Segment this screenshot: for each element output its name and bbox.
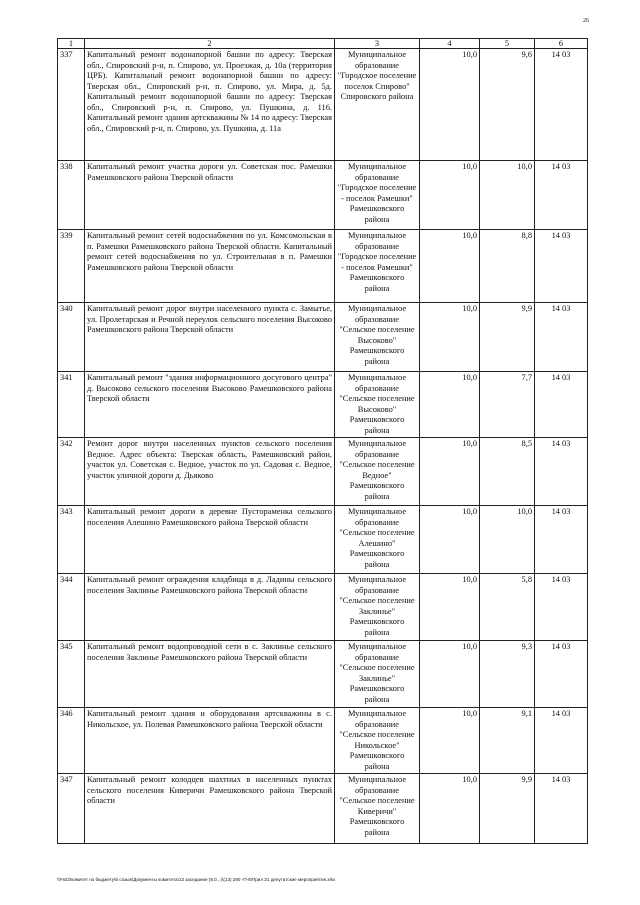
budget-code: 14 03 bbox=[535, 49, 588, 161]
planned-amount: 10,0 bbox=[420, 708, 480, 774]
planned-amount: 10,0 bbox=[420, 161, 480, 230]
column-header-4: 4 bbox=[420, 39, 480, 49]
actual-amount: 10,0 bbox=[480, 161, 535, 230]
header-row bbox=[58, 39, 588, 49]
municipality: Муниципальное образование "Городское поселение поселок Спирово" Спировского района bbox=[335, 49, 420, 161]
municipality: Муниципальное образование "Сельское поселение Высоково" Рамешковского района bbox=[335, 303, 420, 372]
planned-amount: 10,0 bbox=[420, 506, 480, 574]
planned-amount: 10,0 bbox=[420, 641, 480, 708]
table-row bbox=[58, 708, 588, 774]
column-header-5: 5 bbox=[480, 39, 535, 49]
budget-code: 14 03 bbox=[535, 303, 588, 372]
work-description: Капитальный ремонт дороги в деревне Пустораменка сельского поселения Алешино Рамешковского района Тверской области bbox=[85, 506, 335, 574]
budget-code: 14 03 bbox=[535, 506, 588, 574]
actual-amount: 8,5 bbox=[480, 438, 535, 506]
actual-amount: 10,0 bbox=[480, 506, 535, 574]
column-header-2: 2 bbox=[85, 39, 335, 49]
budget-code: 14 03 bbox=[535, 774, 588, 844]
work-description: Капитальный ремонт сетей водоснабжения по ул. Комсомольская в п. Рамешки Рамешковского района Тверской области. Капитальный ремонт сетей водоснабжения по ул. Строительная в п. Рамешки Рамешковского района Тверской области bbox=[85, 230, 335, 303]
planned-amount: 10,0 bbox=[420, 49, 480, 161]
file-path-footer: \\Fs02\комитет по бюджету\6 созыв\Документы комитета\13 заседание (9.0...)\(13) 280 -П-6\Прил 31 депутатские мероприятия.xlsx bbox=[57, 877, 336, 882]
row-number: 340 bbox=[58, 303, 85, 372]
work-description: Капитальный ремонт колодцев шахтных в населенных пунктах сельского поселения Киверичи Рамешковского района Тверской области bbox=[85, 774, 335, 844]
work-description: Капитальный ремонт водопроводной сети в с. Заклинье сельского поселения Заклинье Рамешковского района Тверской области bbox=[85, 641, 335, 708]
table-row bbox=[58, 49, 588, 161]
actual-amount: 9,9 bbox=[480, 303, 535, 372]
work-description: Капитальный ремонт дорог внутри населенного пункта с. Замытье, ул. Пролетарская и Речной переулок сельского поселения Высоково Рамешковского района Тверской области bbox=[85, 303, 335, 372]
table-row bbox=[58, 641, 588, 708]
budget-code: 14 03 bbox=[535, 708, 588, 774]
table-row bbox=[58, 774, 588, 844]
column-header-3: 3 bbox=[335, 39, 420, 49]
budget-code: 14 03 bbox=[535, 161, 588, 230]
budget-code: 14 03 bbox=[535, 230, 588, 303]
row-number: 345 bbox=[58, 641, 85, 708]
municipality: Муниципальное образование "Городское поселение - поселок Рамешки" Рамешковского района bbox=[335, 230, 420, 303]
actual-amount: 8,8 bbox=[480, 230, 535, 303]
work-description: Ремонт дорог внутри населенных пунктов сельского поселения Ведное. Адрес объекта: Тверская область, Рамешковский район, участок ул. Советская с. Ведное, участок по ул. Садовая с. Ведное, участок уличной дороги д. Дьяково bbox=[85, 438, 335, 506]
municipality: Муниципальное образование "Сельское поселение Ведное" Рамешковского района bbox=[335, 438, 420, 506]
actual-amount: 9,6 bbox=[480, 49, 535, 161]
municipality: Муниципальное образование "Сельское поселение Алешино" Рамешковского района bbox=[335, 506, 420, 574]
row-number: 347 bbox=[58, 774, 85, 844]
actual-amount: 5,8 bbox=[480, 574, 535, 641]
planned-amount: 10,0 bbox=[420, 372, 480, 438]
work-description: Капитальный ремонт здания и оборудования артскважины в с. Никольское, ул. Полевая Рамешковского района Тверской области bbox=[85, 708, 335, 774]
actual-amount: 7,7 bbox=[480, 372, 535, 438]
planned-amount: 10,0 bbox=[420, 574, 480, 641]
actual-amount: 9,9 bbox=[480, 774, 535, 844]
work-description: Капитальный ремонт "здания информационного досугового центра" д. Высоково сельского поселения Высоково Рамешковского района Тверской области bbox=[85, 372, 335, 438]
work-description: Капитальный ремонт водонапорной башни по адресу: Тверская обл., Спировский р-н, п. Спирово, ул. Проезжая, д. 10а (территория ЦРБ). Капитальный ремонт водонапорной башни по адресу: Тверская обл., Спировский р-н, п. Спирово, ул. Мира, д. 5д. Капитальный ремонт водонапорной башни по адресу: Тверская обл., Спировский р-н, п. Спирово, ул. Пушкина, д. 116. Капитальный ремонт здания артскважины № 14 по адресу: Тверская обл., Спировский р-н, п. Спирово, ул. Пушкина, д. 11а bbox=[85, 49, 335, 161]
row-number: 342 bbox=[58, 438, 85, 506]
table-row bbox=[58, 161, 588, 230]
row-number: 338 bbox=[58, 161, 85, 230]
work-description: Капитальный ремонт участка дороги ул. Советская пос. Рамешки Рамешковского района Тверской области bbox=[85, 161, 335, 230]
planned-amount: 10,0 bbox=[420, 303, 480, 372]
table-row bbox=[58, 506, 588, 574]
table-row bbox=[58, 230, 588, 303]
municipality: Муниципальное образование "Городское поселение - поселок Рамешки" Рамешковского района bbox=[335, 161, 420, 230]
actual-amount: 9,3 bbox=[480, 641, 535, 708]
planned-amount: 10,0 bbox=[420, 774, 480, 844]
row-number: 341 bbox=[58, 372, 85, 438]
table-row bbox=[58, 438, 588, 506]
work-description: Капитальный ремонт ограждения кладбища в д. Ладины сельского поселения Заклинье Рамешковского района Тверской области bbox=[85, 574, 335, 641]
row-number: 346 bbox=[58, 708, 85, 774]
row-number: 339 bbox=[58, 230, 85, 303]
row-number: 344 bbox=[58, 574, 85, 641]
table-row bbox=[58, 303, 588, 372]
municipality: Муниципальное образование "Сельское поселение Киверичи" Рамешковского района bbox=[335, 774, 420, 844]
planned-amount: 10,0 bbox=[420, 438, 480, 506]
column-header-1: 1 bbox=[58, 39, 85, 49]
budget-code: 14 03 bbox=[535, 641, 588, 708]
row-number: 337 bbox=[58, 49, 85, 161]
municipality: Муниципальное образование "Сельское поселение Никольское" Рамешковского района bbox=[335, 708, 420, 774]
table-row bbox=[58, 574, 588, 641]
municipality: Муниципальное образование "Сельское поселение Высоково" Рамешковского района bbox=[335, 372, 420, 438]
planned-amount: 10,0 bbox=[420, 230, 480, 303]
appropriations-table bbox=[57, 38, 588, 844]
municipality: Муниципальное образование "Сельское поселение Заклинье" Рамешковского района bbox=[335, 574, 420, 641]
table-row bbox=[58, 372, 588, 438]
municipality: Муниципальное образование "Сельское поселение Заклинье" Рамешковского района bbox=[335, 641, 420, 708]
column-header-6: 6 bbox=[535, 39, 588, 49]
budget-code: 14 03 bbox=[535, 574, 588, 641]
page-number: 26 bbox=[583, 18, 589, 24]
budget-code: 14 03 bbox=[535, 438, 588, 506]
row-number: 343 bbox=[58, 506, 85, 574]
budget-code: 14 03 bbox=[535, 372, 588, 438]
actual-amount: 9,1 bbox=[480, 708, 535, 774]
